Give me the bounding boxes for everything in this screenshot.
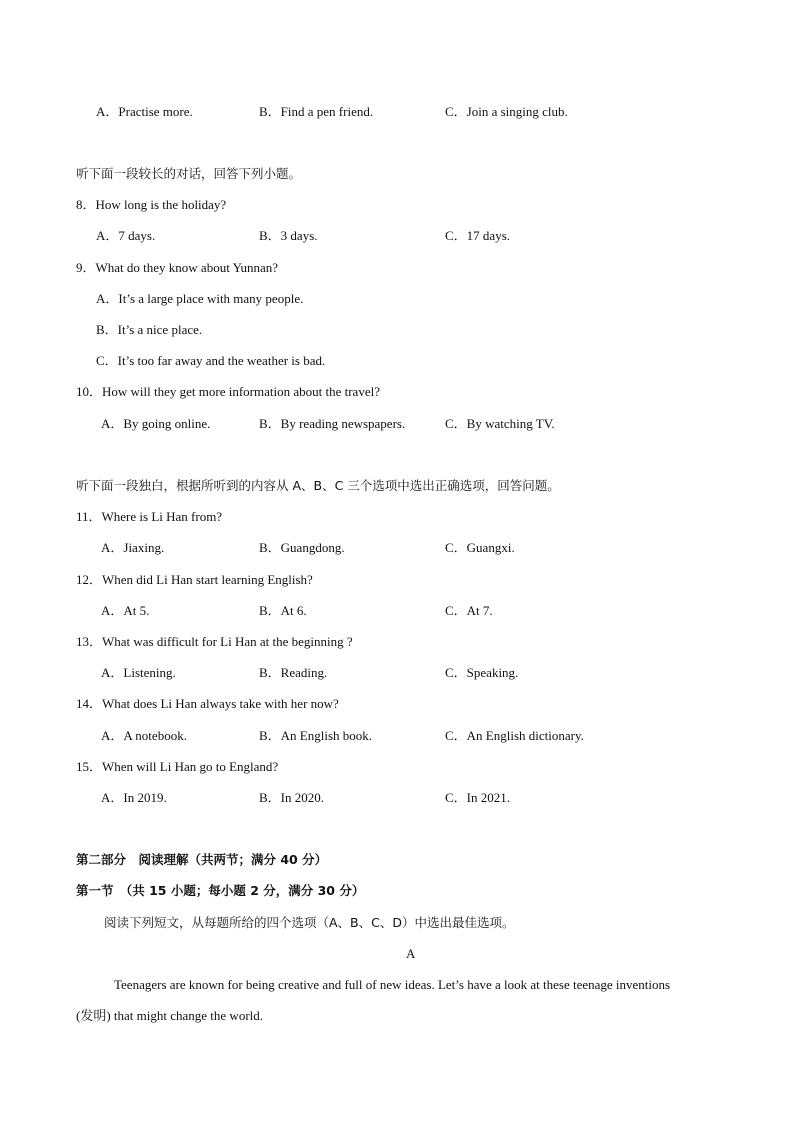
question-8-stem: 8．How long is the holiday? — [76, 197, 227, 212]
question-15-option-c: C．In 2021. — [445, 790, 511, 805]
question-10-option-c: C．By watching TV. — [445, 416, 555, 431]
question-8-option-b: B．3 days. — [259, 228, 318, 243]
question-12-stem: 12．When did Li Han start learning English? — [76, 572, 313, 587]
question-14-option-a: A．A notebook. — [101, 728, 187, 743]
question-12-option-c: C．At 7. — [445, 603, 493, 618]
option-a: A．Practise more. — [96, 104, 193, 119]
question-12-option-a: A．At 5. — [101, 603, 150, 618]
question-13-option-c: C．Speaking. — [445, 665, 519, 680]
passage-label: A — [406, 946, 416, 961]
question-9-option-a: A．It’s a large place with many people. — [96, 291, 304, 306]
part-two-title: 第二部分 阅读理解（共两节；满分 40 分） — [76, 852, 328, 867]
question-11-option-a: A．Jiaxing. — [101, 540, 165, 555]
reading-instruction: 阅读下列短文，从每题所给的四个选项（A、B、C、D）中选出最佳选项。 — [104, 915, 515, 930]
question-14-option-c: C．An English dictionary. — [445, 728, 584, 743]
question-9-option-c: C．It’s too far away and the weather is bad. — [96, 353, 326, 368]
question-10-stem: 10．How will they get more information about the travel? — [76, 384, 380, 399]
passage-line-1: Teenagers are known for being creative and full of new ideas. Let’s have a look at these teenage inventions — [114, 977, 671, 992]
question-8-option-c: C．17 days. — [445, 228, 511, 243]
monologue-instruction: 听下面一段独白，根据所听到的内容从 A、B、C 三个选项中选出正确选项，回答问题。 — [76, 478, 560, 493]
question-10-option-a: A．By going online. — [101, 416, 211, 431]
question-13-option-a: A．Listening. — [101, 665, 176, 680]
section-one-title: 第一节 （共 15 小题；每小题 2 分，满分 30 分） — [76, 883, 365, 898]
passage-line-2: (发明) that might change the world. — [76, 1008, 264, 1023]
question-14-option-b: B．An English book. — [259, 728, 373, 743]
question-9-stem: 9．What do they know about Yunnan? — [76, 260, 279, 275]
dialog-instruction: 听下面一段较长的对话，回答下列小题。 — [76, 166, 302, 181]
question-14-stem: 14．What does Li Han always take with her now? — [76, 696, 339, 711]
question-15-option-a: A．In 2019. — [101, 790, 167, 805]
question-13-stem: 13．What was difficult for Li Han at the beginning ? — [76, 634, 353, 649]
option-b: B．Find a pen friend. — [259, 104, 374, 119]
question-11-option-c: C．Guangxi. — [445, 540, 515, 555]
question-10-option-b: B．By reading newspapers. — [259, 416, 406, 431]
question-13-option-b: B．Reading. — [259, 665, 328, 680]
question-9-option-b: B．It’s a nice place. — [96, 322, 203, 337]
question-12-option-b: B．At 6. — [259, 603, 307, 618]
question-15-stem: 15．When will Li Han go to England? — [76, 759, 279, 774]
question-8-option-a: A．7 days. — [96, 228, 156, 243]
question-11-option-b: B．Guangdong. — [259, 540, 345, 555]
option-c: C．Join a singing club. — [445, 104, 568, 119]
question-15-option-b: B．In 2020. — [259, 790, 325, 805]
question-11-stem: 11．Where is Li Han from? — [76, 509, 223, 524]
